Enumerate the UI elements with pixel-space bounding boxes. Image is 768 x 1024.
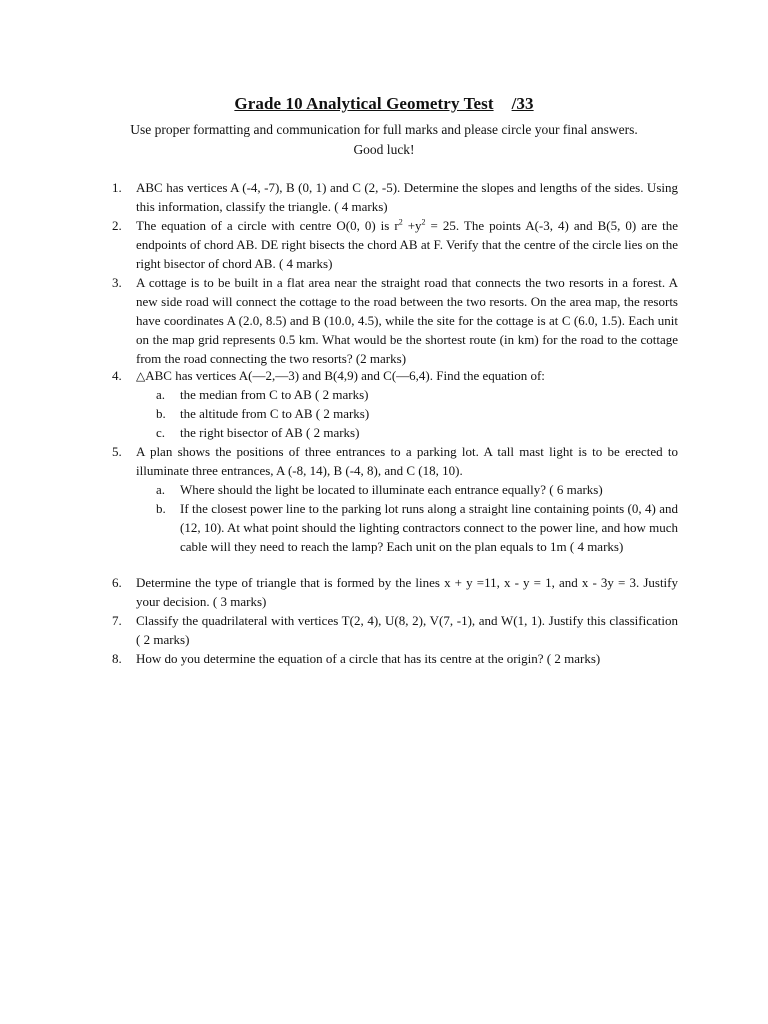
question-text: Classify the quadrilateral with vertices T(2, 4), U(8, 2), V(7, -1), and W(1, 1). Justify this classification ( 2 marks) [136, 613, 678, 647]
question-number: 8. [112, 651, 122, 666]
question-4 [112, 367, 678, 443]
subquestion-4b: b. the altitude from C to AB ( 2 marks) [156, 405, 370, 421]
triangle-symbol: △ [136, 369, 146, 383]
question-number: 7. [112, 613, 122, 628]
subquestion-5b: b. If the closest power line to the parking lot runs along a straight line containing points (0, 4) and (12, 10). At what point should the lighting contractors connect to the power line, and how much cable will they need to reach the lamp? Each unit on the plan equals to 1m ( 4 marks) [156, 500, 678, 554]
question-number: 3. [112, 275, 122, 290]
total-score: /33 [511, 94, 534, 113]
question-text: How do you determine the equation of a circle that has its centre at the origin? ( 2 marks) [136, 651, 601, 666]
page-title [0, 94, 768, 114]
question-number: 5. [112, 444, 122, 459]
question-number: 1. [112, 180, 122, 195]
subquestion-4a: a. the median from C to AB ( 2 marks) [156, 386, 369, 402]
question-text: ABC has vertices A (-4, -7), B (0, 1) and C (2, -5). Determine the slopes and lengths of the sides. Using this information, classify the triangle. ( 4 marks) [136, 180, 678, 214]
question-number: 2. [112, 218, 122, 233]
question-2 [112, 217, 678, 274]
question-8 [112, 650, 678, 669]
question-6 [112, 574, 678, 612]
question-text: A cottage is to be built in a flat area near the straight road that connects the two resorts in a forest. A new side road will connect the cottage to the road between the two resorts. On the area map, the resorts have coordinates A (2.0, 8.5) and B (10.0, 4.5), while the site for the cottage is at C (6.0, 1.5). Each unit on the map grid represents 0.5 km. What would be the shortest route (in km) for the road to the cottage from the road connecting the two resorts? (2 marks) [136, 275, 678, 366]
question-1 [112, 179, 678, 217]
instructions-line-1: Use proper formatting and communication for full marks and please circle your final answers. [130, 122, 638, 137]
instructions [84, 120, 684, 160]
subquestion-5a: a. Where should the light be located to illuminate each entrance equally? ( 6 marks) [156, 481, 603, 497]
question-text: Determine the type of triangle that is formed by the lines x + y =11, x - y = 1, and x - 3y = 3. Justify your decision. ( 3 marks) [136, 575, 678, 609]
subquestion-4c: c. the right bisector of AB ( 2 marks) [156, 424, 360, 440]
question-number: 4. [112, 368, 122, 383]
question-3 [112, 274, 678, 369]
title-text: Grade 10 Analytical Geometry Test [234, 94, 494, 113]
instructions-line-2: Good luck! [353, 142, 415, 157]
question-number: 6. [112, 575, 122, 590]
question-5 [112, 443, 678, 556]
question-7 [112, 612, 678, 650]
question-text: The equation of a circle with centre O(0, 0) is $r^2 +y^2 = 25$. The points A(-3, 4) and B(5, 0) are the endpoints of chord AB. DE right bisects the chord AB at F. Verify that the centre of the circle lies on the right bisector of chord AB. ( 4 marks) [136, 217, 678, 271]
question-text: A plan shows the positions of three entrances to a parking lot. A tall mast light is to be erected to illuminate three entrances, A (-8, 14), B (-4, 8), and C (18, 10). [136, 444, 678, 478]
question-text: △ABC has vertices A(—2,—3) and B(4,9) and C(—6,4). Find the equation of: [136, 368, 545, 383]
